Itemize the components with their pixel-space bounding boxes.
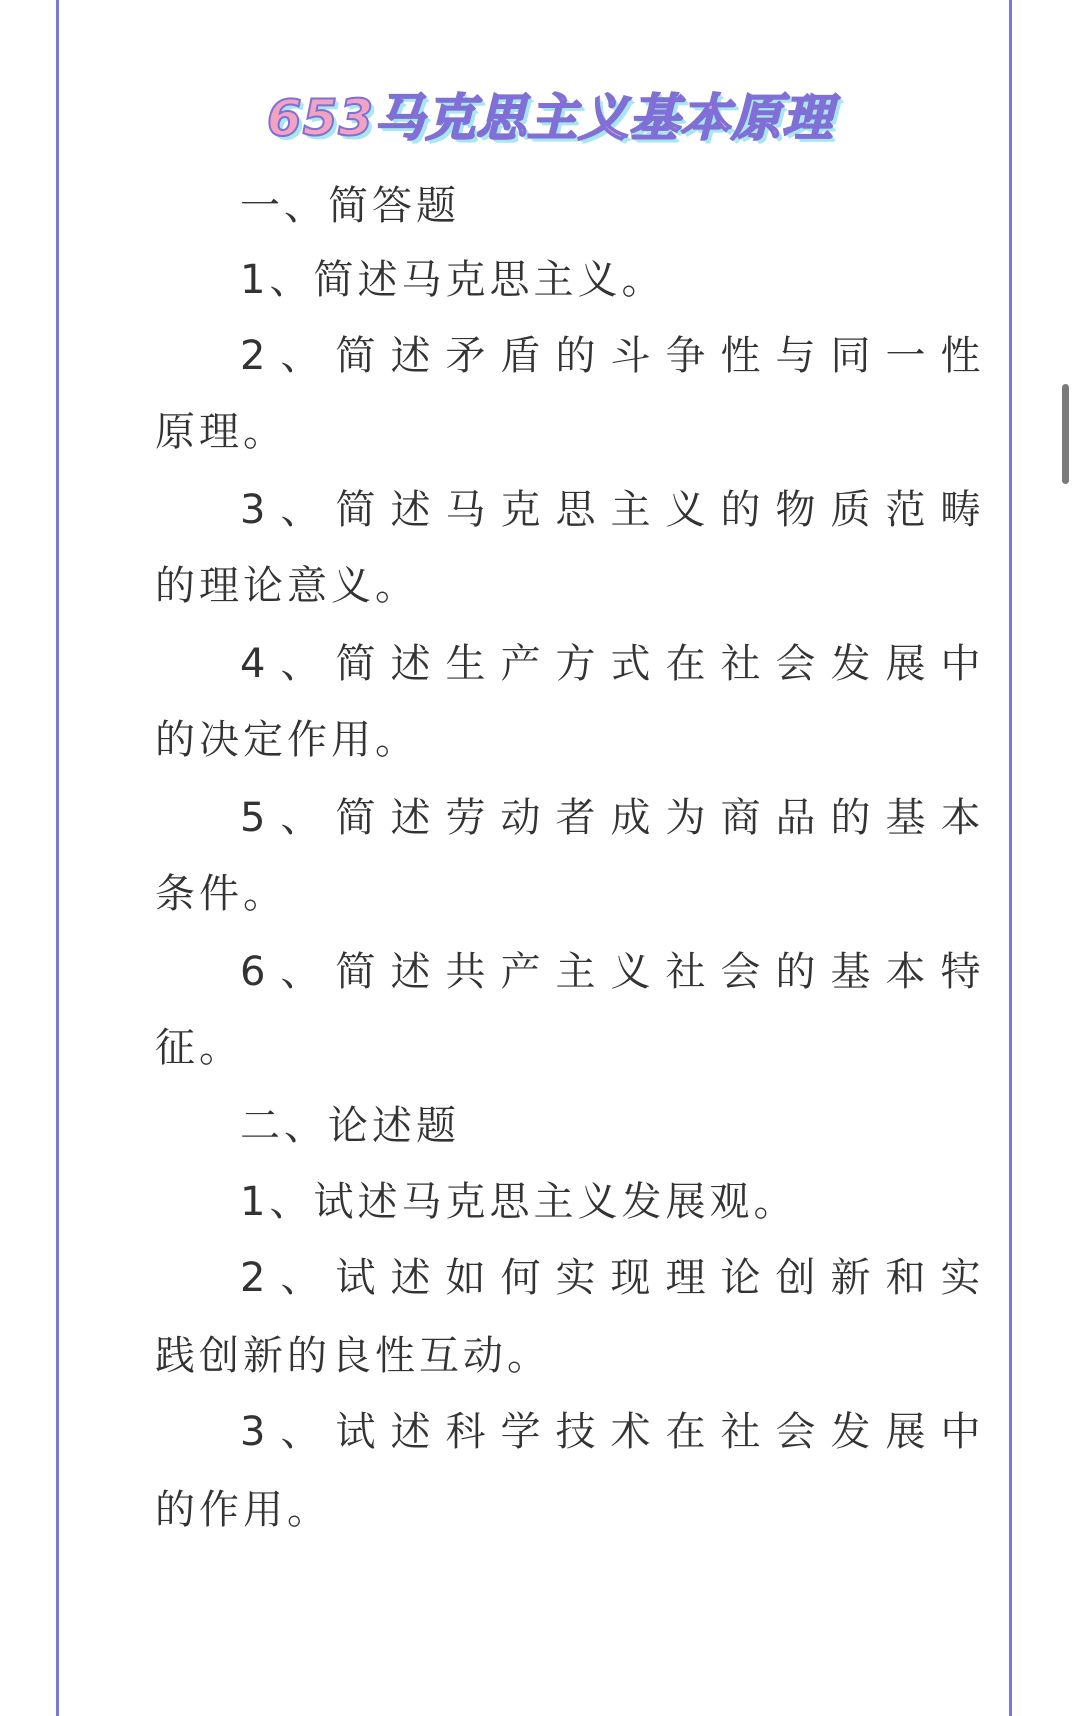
vertical-scrollbar[interactable] [1062, 384, 1069, 484]
question-2-3-line-1: 3、试述科学技术在社会发展中 [240, 1409, 996, 1455]
section-heading-short-answer: 一、简答题 [240, 183, 460, 229]
question-1-3-line-1: 3、简述马克思主义的物质范畴 [240, 487, 996, 533]
question-2-1: 1、试述马克思主义发展观。 [240, 1179, 798, 1225]
question-1-2-line-1: 2、简述矛盾的斗争性与同一性 [240, 333, 996, 379]
question-1-4-line-1: 4、简述生产方式在社会发展中 [240, 641, 996, 687]
document-title: 653马克思主义基本原理 [266, 89, 834, 147]
section-heading-essay: 二、论述题 [240, 1103, 460, 1149]
question-2-2-line-1: 2、试述如何实现理论创新和实 [240, 1255, 996, 1301]
question-1-5-line-1: 5、简述劳动者成为商品的基本 [240, 795, 996, 841]
question-1-4-line-2: 的决定作用。 [155, 717, 419, 763]
question-2-2-line-2: 践创新的良性互动。 [155, 1333, 551, 1379]
question-1-3-line-2: 的理论意义。 [155, 563, 419, 609]
question-1-6-line-1: 6、简述共产主义社会的基本特 [240, 949, 996, 995]
question-1-2-line-2: 原理。 [155, 409, 287, 455]
question-1-6-line-2: 征。 [155, 1025, 243, 1071]
question-2-3-line-2: 的作用。 [155, 1487, 331, 1533]
question-1-1: 1、简述马克思主义。 [240, 257, 666, 303]
question-1-5-line-2: 条件。 [155, 871, 287, 917]
